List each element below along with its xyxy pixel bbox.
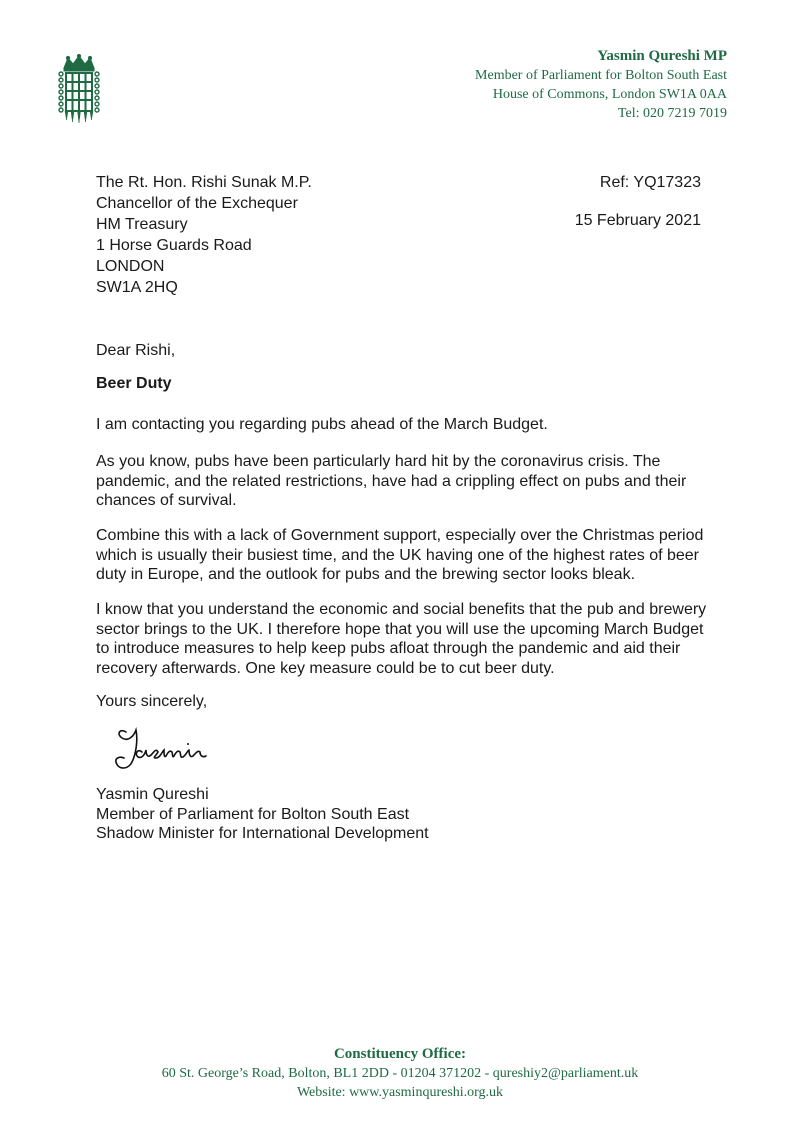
body-paragraph: As you know, pubs have been particularly hard hit by the coronavirus crisis. The pandemic, and the related restrictions, have had a crippling effect on pubs and their chances of survival. — [96, 453, 687, 509]
recipient-line: LONDON — [96, 258, 165, 275]
signatory-name: Yasmin Qureshi — [96, 786, 209, 803]
subject-line: Beer Duty — [96, 375, 172, 392]
signatory-role: Shadow Minister for International Development — [96, 825, 429, 842]
signatory-block — [96, 785, 429, 844]
mp-constituency: Member of Parliament for Bolton South East — [475, 68, 727, 83]
footer-title: Constituency Office: — [333, 1046, 467, 1062]
body-paragraph: I know that you understand the economic and social benefits that the pub and brewery sector brings to the UK. I therefore hope that you will use the upcoming March Budget to introduce measures to help keep pubs afloat through the pandemic and aid their recovery afterwards. One key measure could be to cut beer duty. — [96, 601, 707, 677]
mp-address: House of Commons, London SW1A 0AA — [492, 87, 727, 102]
recipient-line: Chancellor of the Exchequer — [96, 195, 298, 212]
recipient-line: HM Treasury — [96, 216, 188, 233]
body-paragraph: I am contacting you regarding pubs ahead of the March Budget. — [96, 416, 548, 433]
closing: Yours sincerely, — [96, 693, 208, 710]
recipient-line: SW1A 2HQ — [96, 279, 178, 296]
salutation: Dear Rishi, — [96, 342, 176, 359]
footer-website: Website: www.yasminqureshi.org.uk — [296, 1085, 504, 1100]
constituency-office-footer — [0, 1045, 800, 1102]
recipient-line: 1 Horse Guards Road — [96, 237, 252, 254]
body-paragraph: Combine this with a lack of Government support, especially over the Christmas period which is usually their busiest time, and the UK having one of the highest rates of beer duty in Europe, and the outlook for pubs and the brewing sector looks bleak. — [96, 527, 704, 583]
letter-date: 15 February 2021 — [574, 212, 701, 229]
signatory-role: Member of Parliament for Bolton South East — [96, 805, 410, 823]
recipient-address — [96, 172, 312, 298]
mp-telephone: Tel: 020 7219 7019 — [617, 106, 727, 121]
mp-letterhead — [475, 47, 727, 123]
reference-number: Ref: YQ17323 — [599, 174, 701, 191]
mp-name: Yasmin Qureshi MP — [597, 48, 727, 64]
footer-address: 60 St. George’s Road, Bolton, BL1 2DD - 01204 371202 - qureshiy2@parliament.uk — [161, 1066, 639, 1081]
recipient-line: The Rt. Hon. Rishi Sunak M.P. — [96, 174, 312, 191]
signature-image — [112, 722, 222, 774]
portcullis-icon — [58, 54, 100, 124]
